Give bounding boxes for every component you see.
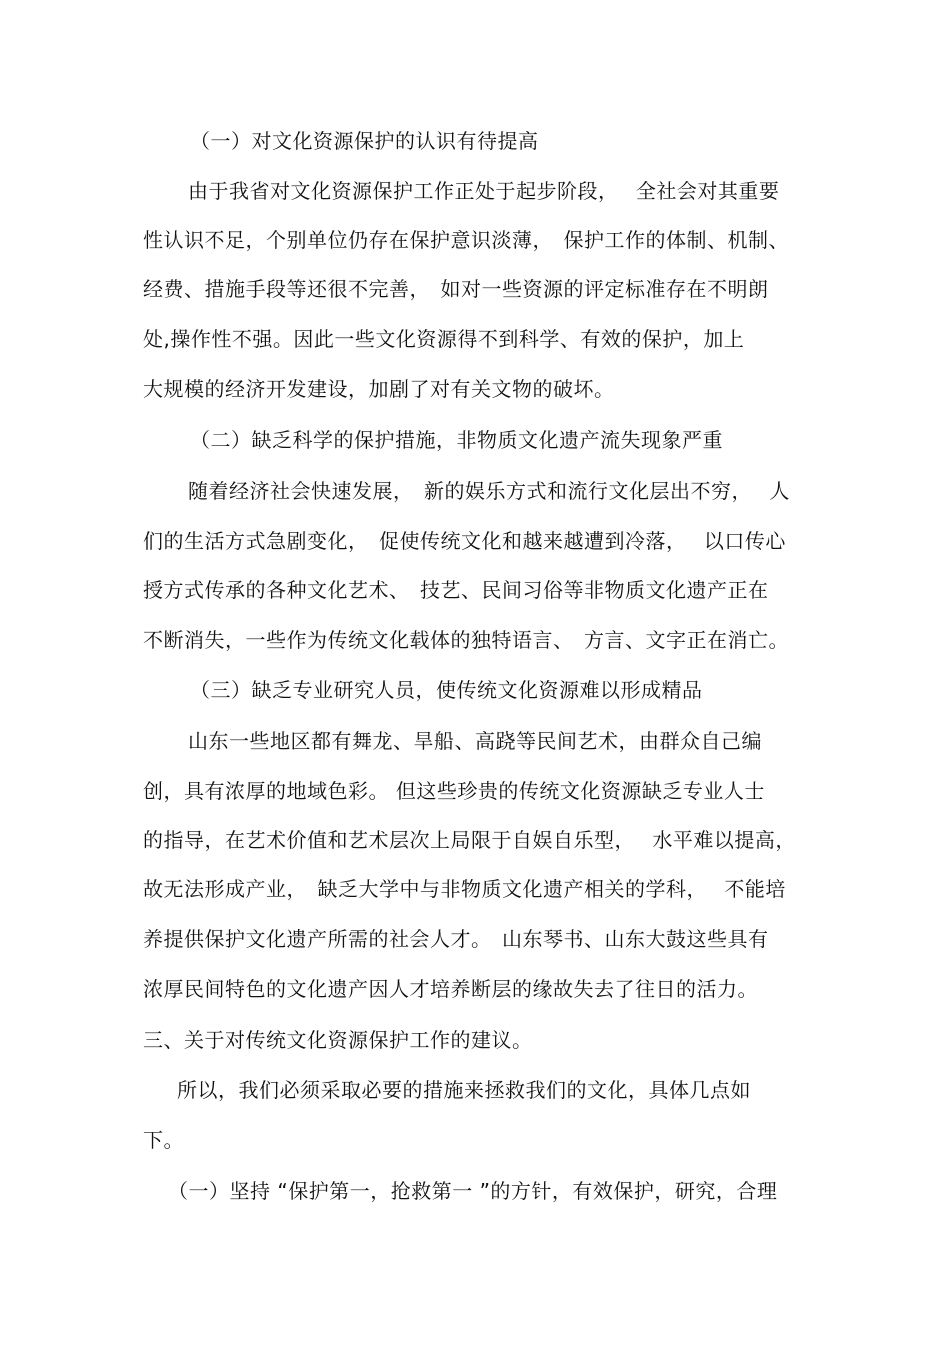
paragraph-line: 大规模的经济开发建设，加剧了对有关文物的破坏。 — [143, 377, 615, 401]
paragraph-line: 养提供保护文化遗产所需的社会人才。 山东琴书、山东大鼓这些具有 — [143, 927, 769, 951]
paragraph-line: 处,操作性不强。因此一些文化资源得不到科学、有效的保护，加上 — [143, 327, 745, 351]
paragraph-line: 所以，我们必须采取必要的措施来拯救我们的文化，具体几点如 — [177, 1078, 751, 1102]
paragraph-line: 经费、措施手段等还很不完善， 如对一些资源的评定标准存在不明朗 — [143, 277, 769, 301]
paragraph-line: 由于我省对文化资源保护工作正处于起步阶段， 全社会对其重要 — [188, 179, 780, 203]
paragraph-line: 不断消失，一些作为传统文化载体的独特语言、 方言、文字正在消亡。 — [143, 628, 789, 652]
paragraph-line: 浓厚民间特色的文化遗产因人才培养断层的缘故失去了往日的活力。 — [143, 977, 758, 1001]
paragraph-line: 性认识不足，个别单位仍存在保护意识淡薄， 保护工作的体制、机制、 — [143, 228, 789, 252]
paragraph-line: 授方式传承的各种文化艺术、 技艺、民间习俗等非物质文化遗产正在 — [143, 578, 769, 602]
section-heading-1: （一）对文化资源保护的认识有待提高 — [190, 129, 539, 153]
paragraph-line: 下。 — [143, 1128, 184, 1152]
paragraph-line: 的指导，在艺术价值和艺术层次上局限于自娱自乐型， 水平难以提高， — [143, 828, 796, 852]
section-heading-main: 三、关于对传统文化资源保护工作的建议。 — [143, 1028, 533, 1052]
paragraph-line: （一）坚持 “保护第一，抢救第一 ”的方针，有效保护，研究，合理 — [168, 1179, 778, 1203]
section-heading-3: （三）缺乏专业研究人员，使传统文化资源难以形成精品 — [190, 678, 703, 702]
paragraph-line: 故无法形成产业， 缺乏大学中与非物质文化遗产相关的学科， 不能培 — [143, 877, 786, 901]
paragraph-line: 们的生活方式急剧变化， 促使传统文化和越来越遭到冷落， 以口传心 — [143, 529, 786, 553]
paragraph-line: 山东一些地区都有舞龙、旱船、高跷等民间艺术，由群众自己编 — [188, 729, 762, 753]
section-heading-2: （二）缺乏科学的保护措施，非物质文化遗产流失现象严重 — [190, 428, 723, 452]
paragraph-line: 创，具有浓厚的地域色彩。 但这些珍贵的传统文化资源缺乏专业人士 — [143, 779, 765, 803]
paragraph-line: 随着经济社会快速发展， 新的娱乐方式和流行文化层出不穷， 人 — [188, 479, 790, 503]
